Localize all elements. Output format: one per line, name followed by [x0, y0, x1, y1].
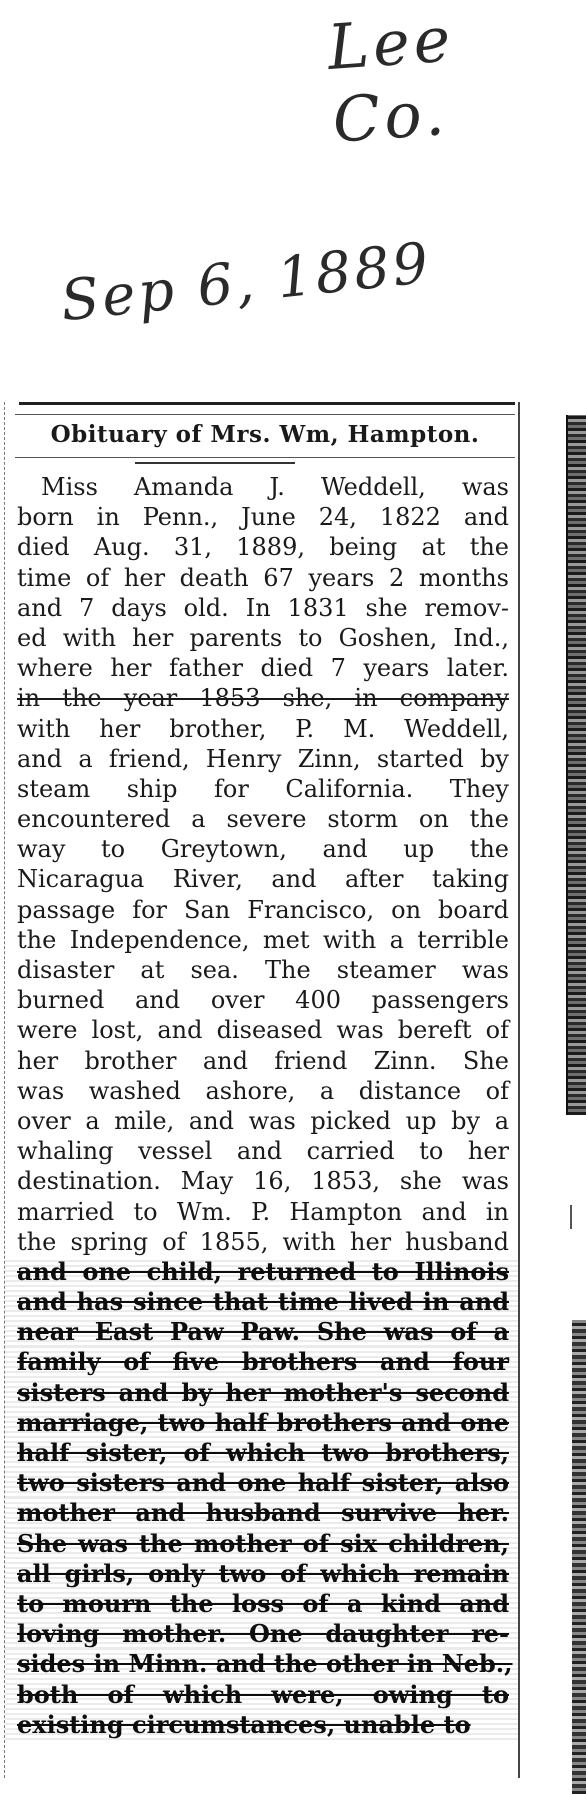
obituary-line: disaster at sea. The steamer was	[17, 956, 509, 984]
obituary-line: born in Penn., June 24, 1822 and	[17, 503, 509, 532]
obituary-line: encountered a severe storm on the	[17, 805, 509, 834]
obituary-line: steam ship for California. They	[17, 774, 509, 803]
obituary-line: and one child, returned to Illinois	[5, 1257, 520, 1287]
obituary-line: where her father died 7 years later.	[17, 654, 509, 683]
obituary-line: She was the mother of six children,	[5, 1529, 520, 1559]
obituary-line: and 7 days old. In 1831 she remov-	[17, 593, 509, 622]
obituary-line: her brother and friend Zinn. She	[17, 1046, 509, 1075]
obituary-line: and a friend, Henry Zinn, started by	[17, 744, 509, 773]
obituary-line: half sister, of which two brothers,	[5, 1438, 520, 1468]
title-underline	[135, 462, 295, 464]
obituary-line: both of which were, owing to	[5, 1680, 520, 1710]
adjacent-column-mark	[570, 1205, 582, 1229]
obituary-line: were lost, and diseased was bereft of	[17, 1016, 509, 1045]
obituary-line: died Aug. 31, 1889, being at the	[17, 533, 509, 562]
obituary-line: sides in Minn. and the other in Neb.,	[5, 1649, 520, 1679]
obituary-line: ed with her parents to Goshen, Ind.,	[17, 623, 509, 652]
handwritten-county-note: Lee Co.	[325, 2, 457, 157]
obituary-line: sisters and by her mother's second	[5, 1378, 520, 1408]
obituary-line: burned and over 400 passengers	[17, 986, 509, 1015]
obituary-line: existing circumstances, unable to	[5, 1710, 520, 1740]
obituary-line: family of five brothers and four	[5, 1347, 520, 1377]
obituary-line: over a mile, and was picked up by a	[17, 1106, 509, 1135]
obituary-line: all girls, only two of which remain	[5, 1559, 520, 1589]
obituary-line: marriage, two half brothers and one	[5, 1408, 520, 1438]
obituary-line: in the year 1853 she, in company	[17, 684, 509, 713]
obituary-line: was washed ashore, a distance of	[17, 1076, 509, 1105]
obituary-line: the spring of 1855, with her husband	[17, 1227, 509, 1256]
obituary-line: mother and husband survive her.	[5, 1498, 520, 1528]
title-box	[15, 414, 515, 458]
obituary-line: the Independence, met with a terrible	[17, 925, 509, 954]
newspaper-clipping	[4, 402, 520, 1778]
obituary-line: passage for San Francisco, on board	[17, 895, 509, 924]
obituary-line: whaling vessel and carried to her	[17, 1137, 509, 1166]
obituary-line: to mourn the loss of a kind and	[5, 1589, 520, 1619]
obituary-line: with her brother, P. M. Weddell,	[17, 714, 509, 743]
obituary-body	[5, 472, 520, 1740]
adjacent-column-edge	[566, 415, 586, 1115]
obituary-line: two sisters and one half sister, also	[5, 1468, 520, 1498]
handwritten-date-note: Sep 6, 1889	[57, 230, 435, 335]
obituary-line: Nicaragua River, and after taking	[17, 865, 509, 894]
obituary-line: married to Wm. P. Hampton and in	[17, 1197, 509, 1226]
adjacent-column-edge-lower	[572, 1320, 586, 1794]
obituary-line: destination. May 16, 1853, she was	[17, 1167, 509, 1196]
obituary-line: near East Paw Paw. She was of a	[5, 1317, 520, 1347]
obituary-line: loving mother. One daughter re-	[5, 1619, 520, 1649]
obituary-title: Obituary of Mrs. Wm, Hampton.	[50, 421, 480, 448]
obituary-line: way to Greytown, and up the	[17, 835, 509, 864]
obituary-line: Miss Amanda J. Weddell, was	[41, 473, 509, 501]
obituary-line: time of her death 67 years 2 months	[17, 563, 509, 592]
obituary-line: and has since that time lived in and	[5, 1287, 520, 1317]
top-rule	[19, 402, 515, 405]
